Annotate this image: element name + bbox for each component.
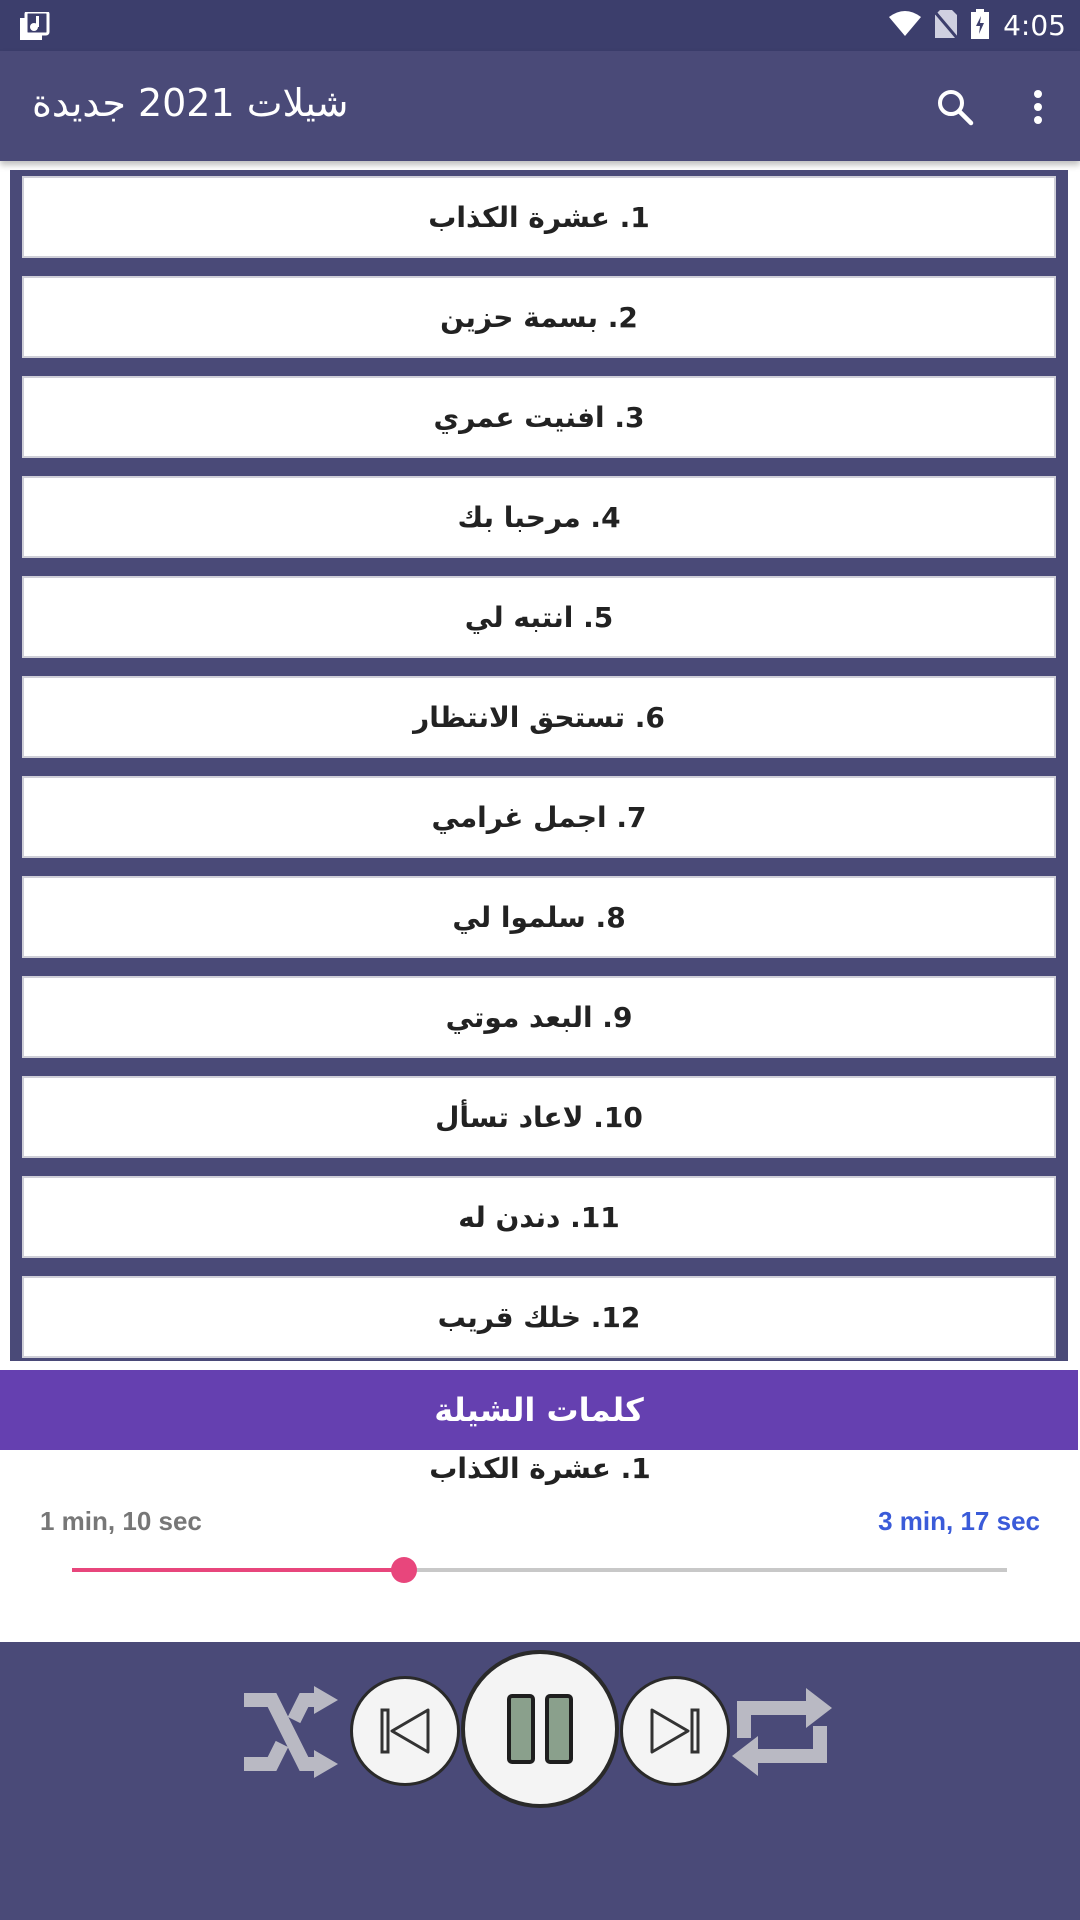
player-controls	[0, 1642, 1080, 1920]
overflow-menu-button[interactable]	[1010, 79, 1066, 135]
list-item[interactable]	[22, 376, 1056, 458]
list-item[interactable]	[22, 1176, 1056, 1258]
skip-next-icon	[648, 1706, 702, 1756]
list-item[interactable]	[22, 876, 1056, 958]
list-item[interactable]	[22, 576, 1056, 658]
status-time: 4:05	[1003, 9, 1066, 42]
search-button[interactable]	[927, 79, 983, 135]
app-bar	[0, 51, 1080, 161]
seek-progress	[72, 1568, 404, 1572]
page-title: شيلات 2021 جديدة	[32, 81, 349, 125]
now-playing-title: 1. عشرة الكذاب	[429, 1452, 651, 1485]
seek-bar[interactable]	[72, 1568, 1007, 1572]
pause-button[interactable]	[461, 1650, 619, 1808]
more-vert-icon	[1032, 89, 1044, 125]
previous-button[interactable]	[350, 1676, 460, 1786]
list-item[interactable]	[22, 976, 1056, 1058]
no-sim-icon	[935, 10, 957, 42]
list-item[interactable]	[22, 676, 1056, 758]
song-title: 9. البعد موتي	[445, 1000, 633, 1034]
song-list[interactable]	[10, 170, 1068, 1361]
song-title: 7. اجمل غرامي	[431, 800, 647, 834]
status-bar	[0, 0, 1080, 51]
elapsed-time: 1 min, 10 sec	[40, 1506, 202, 1536]
song-title: 8. سلموا لي	[452, 900, 626, 934]
list-item[interactable]	[22, 176, 1056, 258]
song-title: 11. دندن له	[458, 1200, 620, 1234]
song-title: 10. لاعاد تسأل	[435, 1100, 643, 1134]
song-title: 2. بسمة حزين	[440, 300, 638, 334]
song-title: 6. تستحق الانتظار	[413, 700, 665, 734]
total-time: 3 min, 17 sec	[878, 1506, 1040, 1536]
repeat-icon	[730, 1682, 834, 1782]
repeat-button[interactable]	[730, 1682, 834, 1782]
shuffle-icon	[238, 1686, 338, 1778]
seek-thumb[interactable]	[391, 1557, 417, 1583]
pause-icon	[505, 1694, 575, 1764]
list-item[interactable]	[22, 276, 1056, 358]
list-item[interactable]	[22, 1276, 1056, 1358]
song-title: 1. عشرة الكذاب	[428, 200, 650, 234]
list-item[interactable]	[22, 776, 1056, 858]
skip-previous-icon	[378, 1706, 432, 1756]
list-item[interactable]	[22, 1076, 1056, 1158]
battery-charging-icon	[971, 9, 989, 43]
music-notification-icon	[20, 12, 50, 40]
search-icon	[935, 87, 975, 127]
list-item[interactable]	[22, 476, 1056, 558]
song-title: 4. مرحبا بك	[457, 500, 621, 534]
song-title: 12. خلك قريب	[437, 1300, 641, 1334]
song-title: 5. انتبه لي	[464, 600, 614, 634]
wifi-icon	[889, 11, 921, 41]
next-button[interactable]	[620, 1676, 730, 1786]
shuffle-button[interactable]	[238, 1686, 338, 1778]
lyrics-button[interactable]: كلمات الشيلة	[0, 1370, 1078, 1450]
song-title: 3. افنيت عمري	[433, 400, 645, 434]
